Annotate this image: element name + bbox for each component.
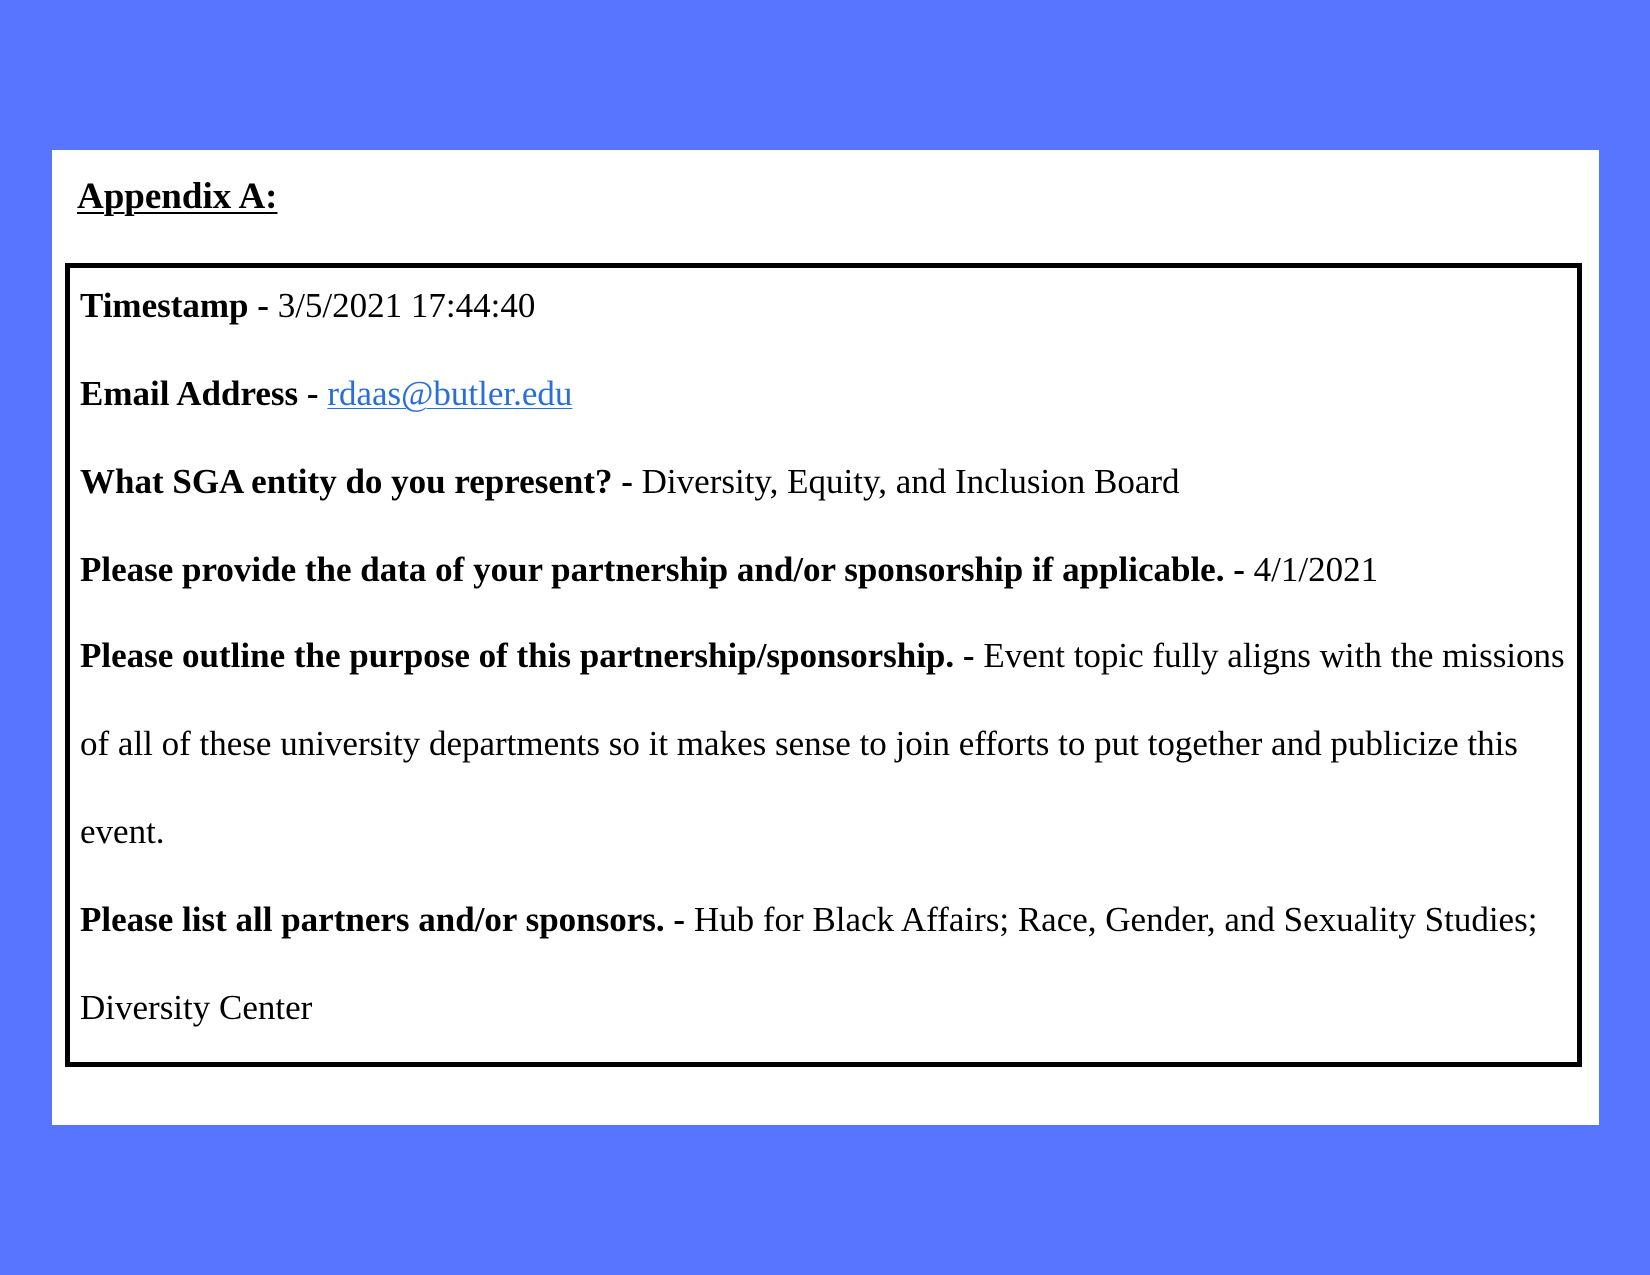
answer-sga-entity: Diversity, Equity, and Inclusion Board: [641, 462, 1180, 501]
entry-sga-entity: [80, 438, 1569, 526]
question-email: Email Address -: [80, 374, 328, 413]
document-page: [52, 150, 1599, 1125]
email-link[interactable]: rdaas@butler.edu: [327, 374, 573, 413]
answer-timestamp: 3/5/2021 17:44:40: [277, 286, 536, 325]
question-partners: Please list all partners and/or sponsors. -: [80, 900, 694, 939]
entry-timestamp: [80, 262, 1569, 350]
answer-partners: Hub for Black Affairs; Race, Gender, and Sexuality Studies; Diversity Center: [80, 900, 1538, 1027]
answer-partnership-date: 4/1/2021: [1253, 550, 1379, 589]
entry-partnership-date: [80, 526, 1569, 614]
answer-purpose: Event topic fully aligns with the missions of all of these university departments so it makes sense to join efforts to put together and publicize this event.: [80, 636, 1565, 851]
entry-partners: [80, 876, 1569, 1052]
entry-email: [80, 350, 1569, 438]
entry-purpose: [80, 612, 1569, 876]
appendix-title: Appendix A:: [77, 176, 278, 217]
form-response-box: [65, 263, 1582, 1067]
question-sga-entity: What SGA entity do you represent? -: [80, 462, 642, 501]
question-timestamp: Timestamp -: [80, 286, 278, 325]
question-purpose: Please outline the purpose of this partnership/sponsorship. -: [80, 636, 984, 675]
question-partnership-date: Please provide the data of your partnership and/or sponsorship if applicable. -: [80, 550, 1254, 589]
